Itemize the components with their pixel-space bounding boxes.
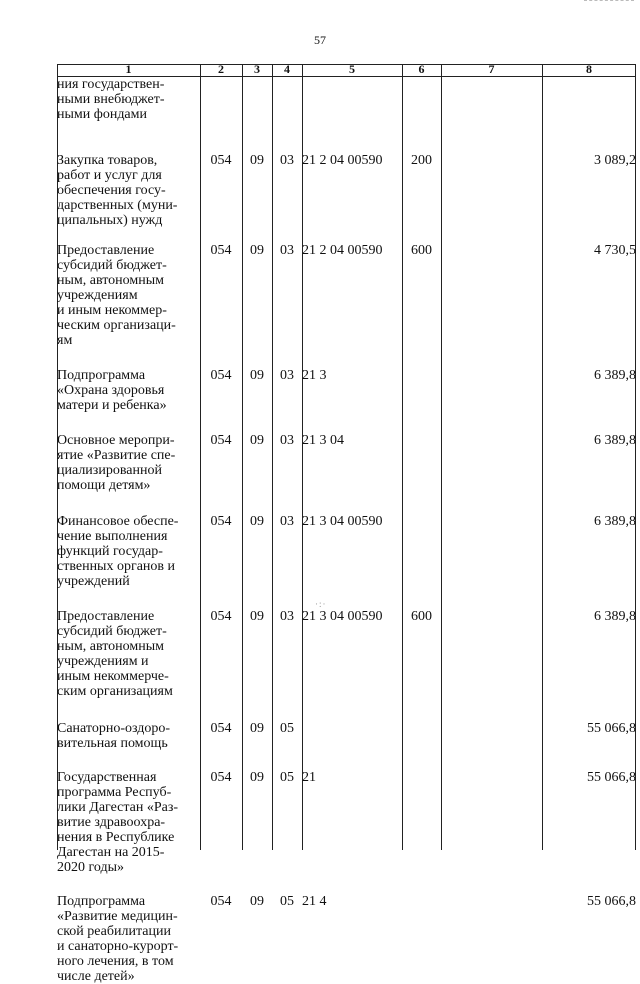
row-amount: 6 389,8 xyxy=(594,514,636,529)
row-admin-code: 054 xyxy=(210,609,232,624)
row-name-line: и санаторно-курорт- xyxy=(57,939,179,954)
row-target-item: 21 3 04 00590 xyxy=(302,609,383,624)
row-name-line: Предоставление xyxy=(57,609,155,624)
row-admin-code: 054 xyxy=(210,894,232,909)
row-name-line: ным, автономным xyxy=(57,273,165,288)
row-name-line: ными фондами xyxy=(57,107,148,122)
row-name-line: Закупка товаров, xyxy=(57,153,158,168)
row-name-line: Подпрограмма xyxy=(57,894,146,909)
row-target-item xyxy=(302,699,402,751)
row-subsection: 03 xyxy=(280,609,294,624)
row-name-line: ственных органов и xyxy=(57,559,176,574)
header-col-7: 7 xyxy=(488,62,495,76)
row-name-line: Санаторно-оздоро- xyxy=(57,721,171,736)
row-expense-type xyxy=(402,348,441,413)
row-name-cell xyxy=(57,413,200,493)
row-name-line: вительная помощь xyxy=(57,736,168,751)
row-col-7 xyxy=(441,699,542,751)
row-target-item: 21 3 04 xyxy=(302,433,344,448)
row-expense-type: 600 xyxy=(411,609,432,624)
row-name-line: Финансовое обеспе- xyxy=(57,514,179,529)
header-col-1: 1 xyxy=(125,62,132,76)
row-section xyxy=(242,75,272,122)
page-number: 57 xyxy=(314,33,326,47)
row-name-line: ния государствен- xyxy=(57,77,165,92)
row-name-line: ного лечения, в том xyxy=(57,954,174,969)
row-amount: 55 066,8 xyxy=(587,770,636,785)
row-name-line: учреждениям и xyxy=(57,654,149,669)
row-name-line: чение выполнения xyxy=(57,529,168,544)
row-name-line: 2020 годы» xyxy=(57,860,125,875)
row-subsection: 05 xyxy=(280,721,294,736)
row-subsection: 03 xyxy=(280,368,294,383)
row-col-7 xyxy=(441,875,542,984)
row-name-cell xyxy=(57,589,200,699)
row-name-cell xyxy=(57,875,200,984)
row-name-line: помощи детям» xyxy=(57,478,151,493)
table-row xyxy=(57,699,636,751)
row-section: 09 xyxy=(250,514,264,529)
row-name-line: иным некоммерче- xyxy=(57,669,169,684)
header-col-4: 4 xyxy=(284,62,290,76)
row-name-line: витие здравоохра- xyxy=(57,815,166,830)
row-col-7 xyxy=(441,122,542,228)
row-name-line: циализированной xyxy=(57,463,162,478)
row-name-line: ям xyxy=(57,333,73,348)
row-name-line: работ и услуг для xyxy=(57,168,162,183)
row-name-cell xyxy=(57,348,200,413)
scan-speck: ·:· xyxy=(315,599,327,609)
row-section: 09 xyxy=(250,609,264,624)
row-admin-code: 054 xyxy=(210,368,232,383)
row-name-line: ческим организаци- xyxy=(57,318,176,333)
table-header-row xyxy=(57,64,636,75)
row-name-line: ным, автономным xyxy=(57,639,165,654)
row-name-line: Подпрограмма xyxy=(57,368,146,383)
table-body xyxy=(57,75,636,984)
row-col-7 xyxy=(441,493,542,589)
row-name-line: и иным некоммер- xyxy=(57,303,167,318)
row-name-line: «Охрана здоровья xyxy=(57,383,165,398)
scan-artifact xyxy=(584,0,634,3)
row-name-cell xyxy=(57,75,200,122)
row-expense-type: 600 xyxy=(411,243,432,258)
row-col-7 xyxy=(441,751,542,875)
row-name-cell xyxy=(57,751,200,875)
row-name-cell xyxy=(57,493,200,589)
table-row xyxy=(57,589,636,699)
row-name-line: матери и ребенка» xyxy=(57,398,167,413)
row-col-7 xyxy=(441,589,542,699)
row-name-cell xyxy=(57,122,200,228)
row-target-item: 21 3 04 00590 xyxy=(302,514,383,529)
table-row xyxy=(57,413,636,493)
row-section: 09 xyxy=(250,433,264,448)
row-admin-code: 054 xyxy=(210,153,232,168)
budget-table-sheet xyxy=(57,62,636,984)
table-row xyxy=(57,122,636,228)
row-expense-type: 200 xyxy=(411,153,432,168)
row-amount: 4 730,5 xyxy=(594,243,636,258)
row-name-line: ными внебюджет- xyxy=(57,92,165,107)
row-name-line: функций государ- xyxy=(57,544,163,559)
row-name-line: Основное меропри- xyxy=(57,433,175,448)
row-target-item: 21 3 xyxy=(302,368,327,383)
row-name-line: ципальных) нужд xyxy=(57,213,163,228)
row-target-item: 21 2 04 00590 xyxy=(302,243,383,258)
header-col-2: 2 xyxy=(218,62,224,76)
row-amount xyxy=(542,75,636,122)
row-name-line: Дагестан на 2015- xyxy=(57,845,165,860)
row-expense-type xyxy=(402,699,441,751)
row-name-line: субсидий бюджет- xyxy=(57,258,167,273)
row-section: 09 xyxy=(250,894,264,909)
row-name-line: ской реабилитации xyxy=(57,924,171,939)
row-name-line: субсидий бюджет- xyxy=(57,624,167,639)
row-subsection: 05 xyxy=(280,894,294,909)
budget-table xyxy=(57,64,636,984)
row-expense-type xyxy=(402,875,441,984)
row-name-line: лики Дагестан «Раз- xyxy=(57,800,179,815)
row-section: 09 xyxy=(250,721,264,736)
table-row xyxy=(57,228,636,348)
row-name-line: дарственных (муни- xyxy=(57,198,178,213)
row-subsection: 03 xyxy=(280,514,294,529)
row-admin-code xyxy=(200,75,242,122)
row-amount: 6 389,8 xyxy=(594,368,636,383)
row-name-line: программа Респуб- xyxy=(57,785,172,800)
row-col-7 xyxy=(441,413,542,493)
row-section: 09 xyxy=(250,368,264,383)
table-row xyxy=(57,348,636,413)
row-section: 09 xyxy=(250,770,264,785)
header-col-6: 6 xyxy=(418,62,425,76)
row-name-line: числе детей» xyxy=(57,969,135,984)
row-name-cell xyxy=(57,228,200,348)
row-expense-type xyxy=(402,493,441,589)
row-col-7 xyxy=(441,348,542,413)
row-subsection: 05 xyxy=(280,770,294,785)
row-amount: 55 066,8 xyxy=(587,721,636,736)
table-row xyxy=(57,75,636,122)
row-subsection xyxy=(272,75,302,122)
row-target-item: 21 xyxy=(302,770,316,785)
row-name-line: Государственная xyxy=(57,770,157,785)
row-admin-code: 054 xyxy=(210,770,232,785)
table-row xyxy=(57,875,636,984)
row-admin-code: 054 xyxy=(210,243,232,258)
row-admin-code: 054 xyxy=(210,514,232,529)
row-amount: 55 066,8 xyxy=(587,894,636,909)
row-name-line: ским организациям xyxy=(57,684,173,699)
row-amount: 3 089,2 xyxy=(594,153,636,168)
row-admin-code: 054 xyxy=(210,433,232,448)
row-subsection: 03 xyxy=(280,153,294,168)
row-expense-type xyxy=(402,751,441,875)
row-expense-type xyxy=(402,413,441,493)
table-row xyxy=(57,751,636,875)
row-amount: 6 389,8 xyxy=(594,609,636,624)
row-col-7 xyxy=(441,75,542,122)
row-subsection: 03 xyxy=(280,243,294,258)
row-target-item: 21 2 04 00590 xyxy=(302,153,383,168)
row-target-item xyxy=(302,75,402,122)
row-name-line: Предоставление xyxy=(57,243,155,258)
row-name-line: ятие «Развитие спе- xyxy=(57,448,176,463)
header-col-8: 8 xyxy=(586,62,592,76)
row-admin-code: 054 xyxy=(210,721,232,736)
row-name-line: нения в Республике xyxy=(57,830,175,845)
row-section: 09 xyxy=(250,153,264,168)
row-expense-type xyxy=(402,75,441,122)
row-name-cell xyxy=(57,699,200,751)
row-name-line: учреждений xyxy=(57,574,130,589)
row-col-7 xyxy=(441,228,542,348)
row-name-line: обеспечения госу- xyxy=(57,183,166,198)
row-name-line: «Развитие медицин- xyxy=(57,909,178,924)
row-amount: 6 389,8 xyxy=(594,433,636,448)
row-section: 09 xyxy=(250,243,264,258)
row-name-line: учреждениям xyxy=(57,288,138,303)
table-row xyxy=(57,493,636,589)
header-col-3: 3 xyxy=(254,62,260,76)
row-subsection: 03 xyxy=(280,433,294,448)
row-target-item: 21 4 xyxy=(302,894,327,909)
header-col-5: 5 xyxy=(349,62,355,76)
